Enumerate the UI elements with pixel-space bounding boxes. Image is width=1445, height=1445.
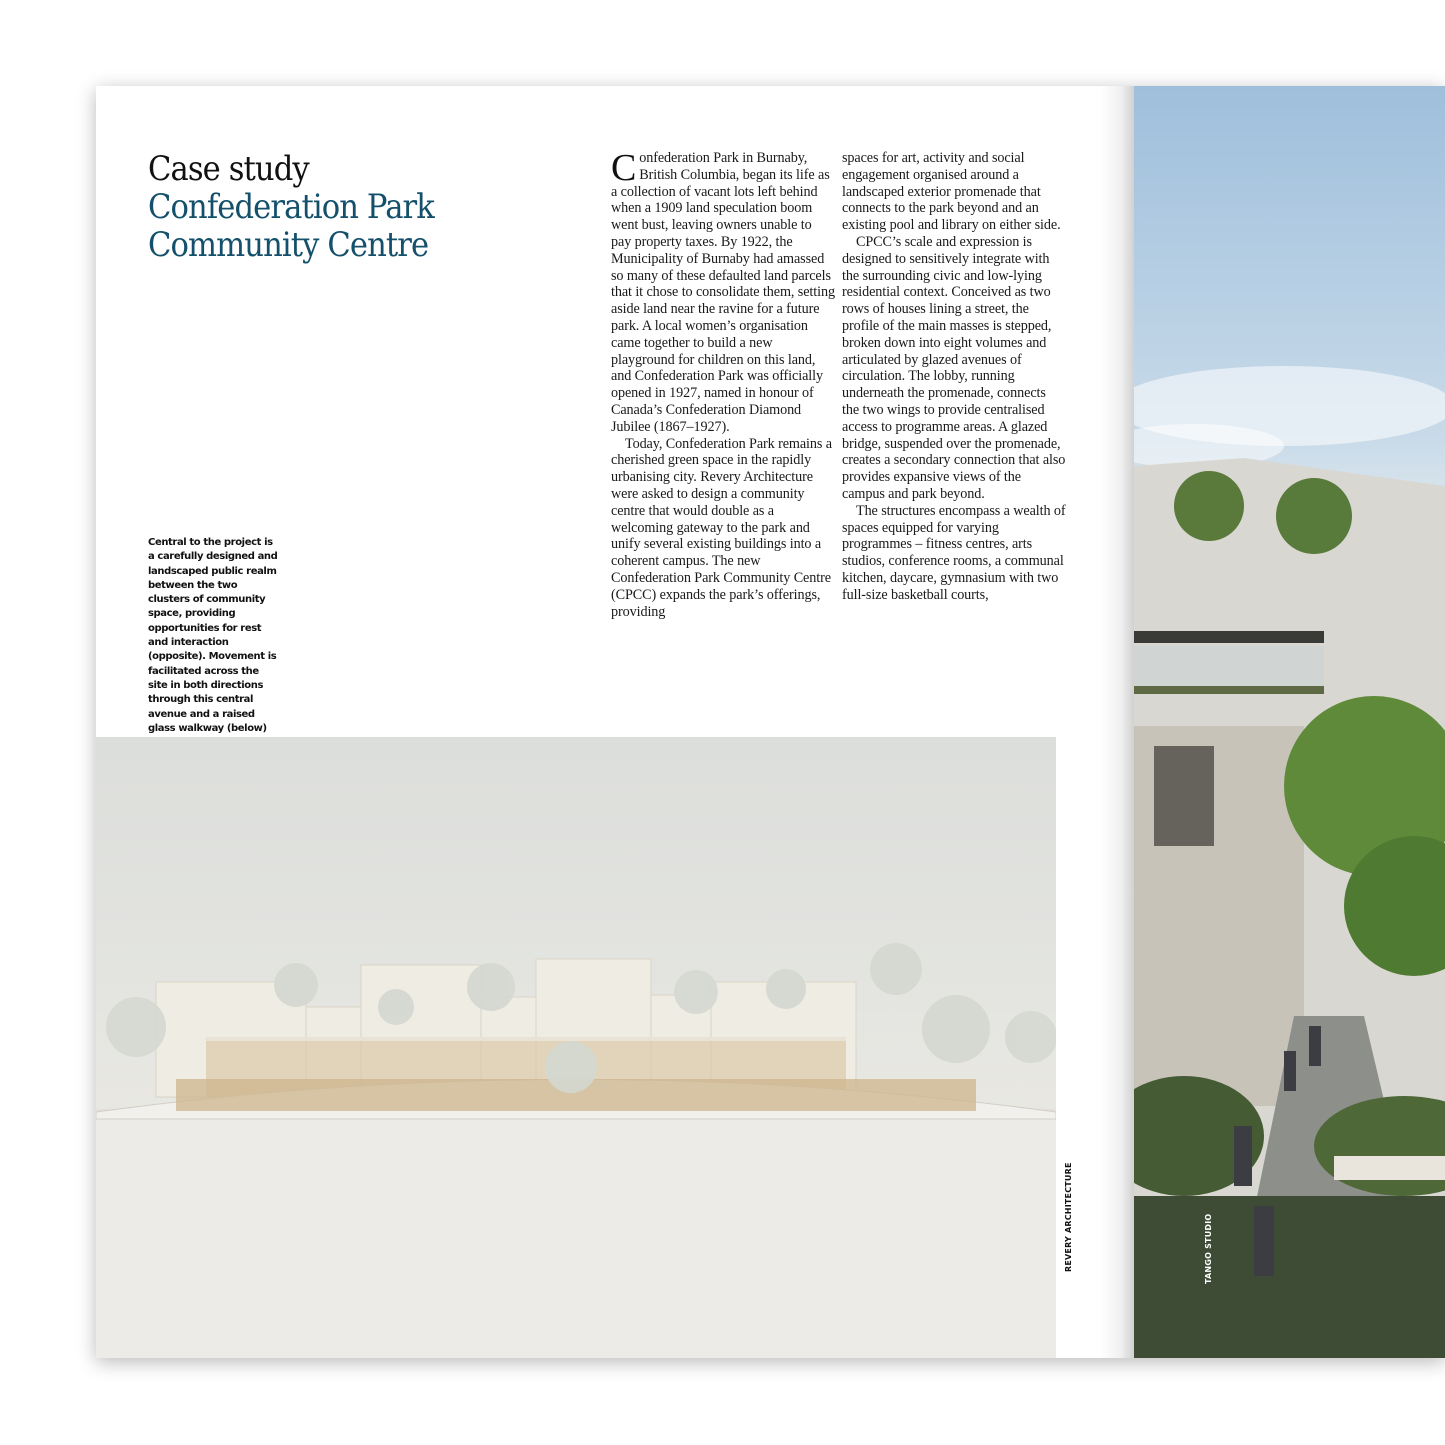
body-paragraph	[611, 147, 835, 436]
body-paragraph: The structures encompass a wealth of spaces equipped for varying programmes – fitness centres, arts studios, conference rooms, a communal kitchen, daycare, gymnasium with two full-size basketball courts,	[842, 502, 1066, 603]
headline-title-line-1: Confederation Park	[148, 187, 434, 227]
headline	[148, 150, 526, 264]
photo-credit-revery: REVERY ARCHITECTURE	[1064, 1162, 1073, 1272]
body-paragraph: Today, Confederation Park remains a cherished green space in the rapidly urbanising city. Revery Architecture were asked to design a community centre that would double as a welcoming gateway to the park and unify several existing buildings into a coherent campus. The new Confederation Park Community Centre (CPCC) expands the park’s offerings, providing	[611, 435, 832, 620]
headline-kicker: Case study	[148, 149, 309, 189]
body-paragraph: CPCC’s scale and expression is designed to sensitively integrate with the surrounding civic and low-lying residential context. Conceived as two rows of houses lining a street, the profile of the main masses is stepped, broken down into eight volumes and articulated by glazed avenues of circulation. The lobby, running underneath the promenade, connects the two wings to provide centralised access to programme areas. A glazed bridge, suspended over the promenade, creates a secondary connection that also provides expansive views of the campus and park beyond.	[842, 233, 1066, 502]
drop-cap: C	[611, 147, 637, 189]
body-column-1	[611, 147, 835, 620]
architectural-render-photo	[1134, 86, 1445, 1358]
body-paragraph-text: onfederation Park in Burnaby, British Columbia, began its life as a collection of vacant lots left behind when a 1909 land speculation boom went bust, leaving owners unable to pay property taxes. By 1922, the Municipality of Burnaby had amassed so many of these defaulted land parcels that it chose to consolidate them, setting aside land near the ravine for a future park. A local women’s organisation came together to build a new playground for children on this land, and Confederation Park was officially opened in 1927, named in honour of Canada’s Confederation Diamond Jubilee (1867–1927).	[611, 150, 835, 435]
body-column-2	[842, 150, 1066, 604]
model-illustration	[96, 737, 1056, 1358]
photo-caption: Central to the project is a carefully designed and landscaped public realm between the two clusters of community space, providing opportunities for rest and interaction (opposite). Movement is facilitated across the site in both directions through this central avenue and a raised glass walkway (below)	[148, 537, 278, 734]
photo-credit-tango: TANGO STUDIO	[1204, 1213, 1213, 1284]
architectural-model-photo	[96, 737, 1056, 1358]
render-illustration	[1134, 86, 1445, 1358]
headline-title-line-2: Community Centre	[148, 225, 429, 265]
page-gutter-shadow	[1100, 86, 1134, 1358]
body-paragraph: spaces for art, activity and social engagement organised around a landscaped exterior promenade that connects to the park beyond and an existing pool and library on either side.	[842, 150, 1061, 234]
